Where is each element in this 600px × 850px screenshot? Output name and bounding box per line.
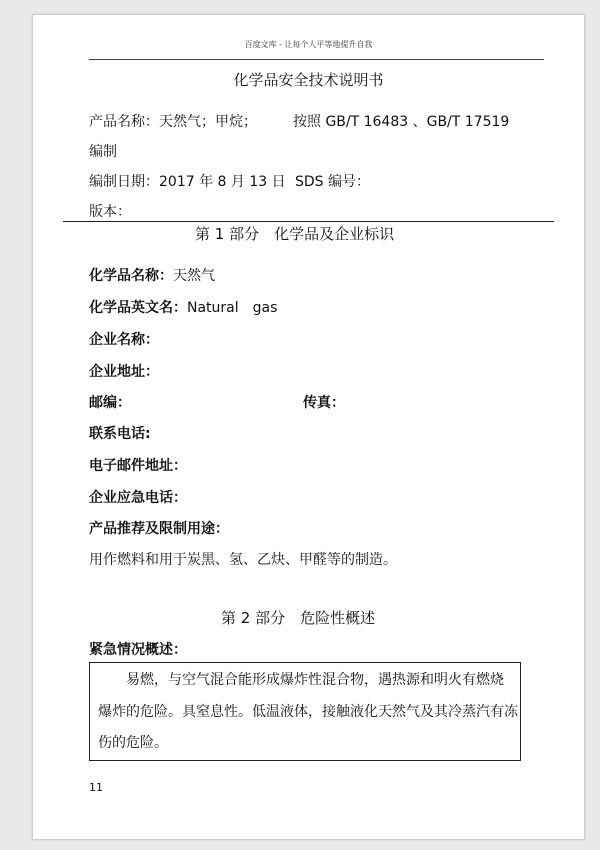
chemical-name-value: 天然气 [173, 268, 215, 284]
page-header-text: 百度文库 - 让每个人平等地提升自我 [244, 40, 373, 49]
standard-reference: 按照 GB/T 16483 、GB/T 17519 [293, 114, 510, 130]
sds-number-label: SDS 编号： [295, 174, 371, 190]
document-page [32, 14, 585, 840]
section-1-heading: 第 1 部分 化学品及企业标识 [195, 225, 395, 243]
english-name-row [89, 297, 277, 317]
hazard-summary-box [89, 662, 521, 761]
phone-label: 联系电话: [89, 426, 151, 442]
section-rule [63, 221, 554, 222]
fax-label: 传真： [303, 395, 345, 411]
company-name-label: 企业名称： [89, 332, 159, 348]
emergency-phone-label: 企业应急电话： [89, 490, 187, 506]
email-label: 电子邮件地址： [89, 458, 187, 474]
product-name-line: 产品名称：天然气；甲烷； [89, 114, 257, 130]
hazard-summary-line: 爆炸的危险。具窒息性。低温液体，接触液化天然气及其冷蒸汽有冻 [98, 704, 518, 720]
compiled-label: 编制 [89, 144, 117, 160]
compile-date: 编制日期：2017 年 8 月 13 日 [89, 174, 286, 190]
hazard-summary-line: 易燃，与空气混合能形成爆炸性混合物，遇热源和明火有燃烧 [98, 672, 504, 688]
english-name-value: Natural gas [187, 300, 278, 316]
english-name-label: 化学品英文名： [89, 300, 187, 316]
chemical-name-label: 化学品名称： [89, 268, 173, 284]
page-number: 11 [89, 781, 103, 794]
usage-label: 产品推荐及限制用途： [89, 521, 229, 537]
usage-text: 用作燃料和用于炭黑、氢、乙炔、甲醛等的制造。 [89, 552, 397, 568]
version-label: 版本： [89, 204, 131, 220]
emergency-overview-label: 紧急情况概述： [89, 642, 187, 658]
header-rule [89, 59, 544, 60]
chemical-name-row [89, 265, 215, 285]
hazard-summary-line: 伤的危险。 [98, 735, 168, 751]
company-address-label: 企业地址： [89, 364, 159, 380]
section-2-heading: 第 2 部分 危险性概述 [221, 609, 376, 627]
document-title: 化学品安全技术说明书 [233, 71, 384, 89]
postcode-label: 邮编： [89, 395, 131, 411]
